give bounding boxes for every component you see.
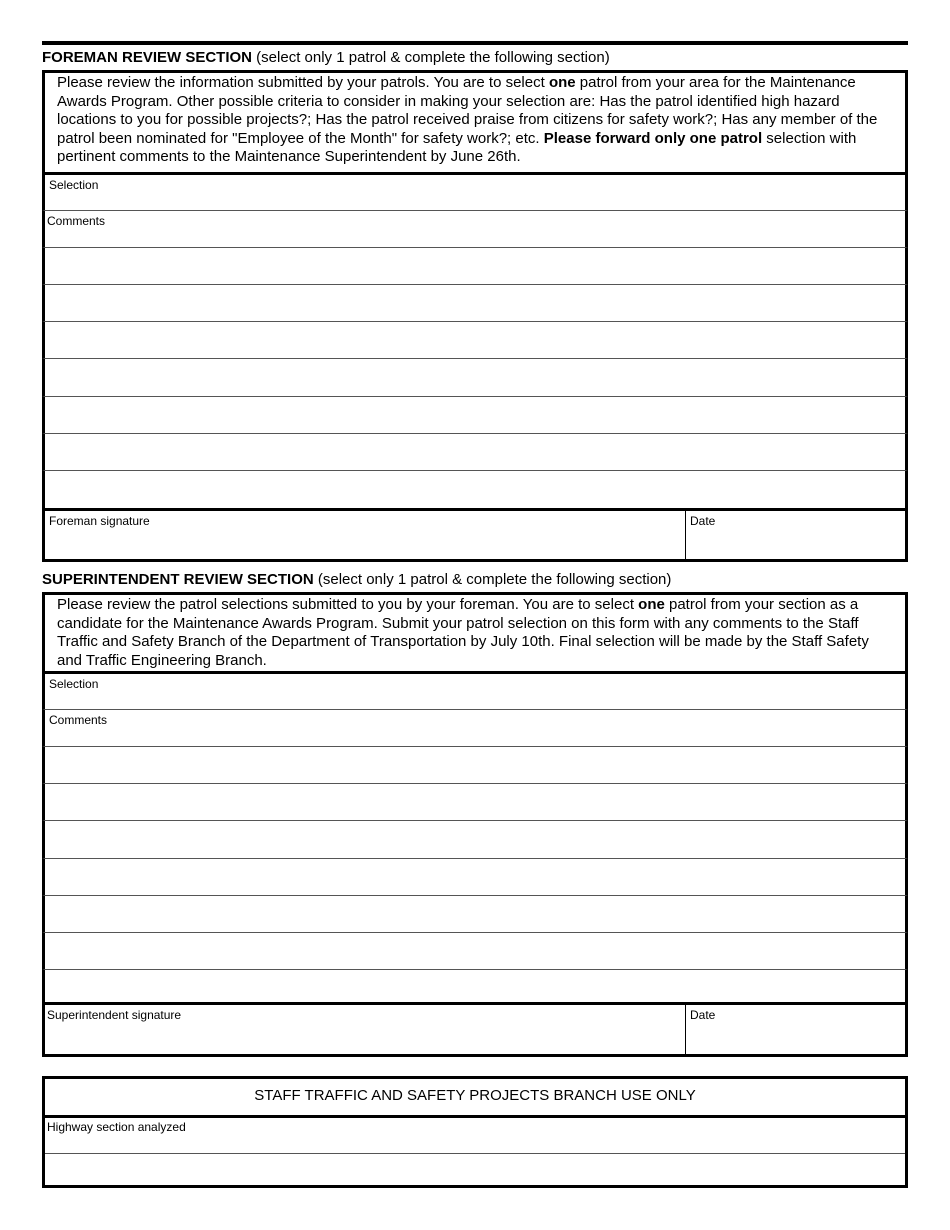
superintendent-heading-bold: SUPERINTENDENT REVIEW SECTION [42,571,314,588]
foreman-comments-field[interactable] [42,211,908,248]
superintendent-intro-text-1: Please review the patrol selections submitted to you by your foreman. You are to select [57,596,639,613]
superintendent-intro-text-2: patrol from your section as a candidate for the Maintenance Awards Program. Submit your patrol selection on this form with any comments to the Staff Traffic and Safety Branch of the Department of Transportation by July 10th. Final selection will be made by the Staff Safety and Traffic Engineering Branch. [57,596,869,669]
superintendent-comment-line[interactable] [42,784,908,821]
superintendent-comments-field[interactable] [42,710,908,747]
top-rule [42,41,908,45]
foreman-selection-label: Selection [49,178,99,192]
superintendent-comments-label: Comments [49,713,108,727]
superintendent-comment-line[interactable] [42,933,908,970]
foreman-signature-row [42,511,908,562]
foreman-comment-line[interactable] [42,322,908,359]
foreman-comment-line[interactable] [42,359,908,397]
foreman-date-label: Date [690,514,716,528]
foreman-comment-line[interactable] [42,397,908,434]
foreman-intro-text-3: selection with pertinent comments to the Maintenance Superintendent by June 26th. [57,129,857,166]
foreman-comment-line[interactable] [42,285,908,322]
foreman-comment-line[interactable] [42,434,908,471]
foreman-intro-bold-2: Please forward only one patrol [543,129,763,147]
superintendent-signature-row [42,1005,908,1057]
superintendent-signature-field[interactable] [45,1005,685,1054]
foreman-intro-text-1: Please review the information submitted by your patrols. You are to select [57,74,549,91]
superintendent-comment-line[interactable] [42,821,908,859]
superintendent-date-field[interactable] [686,1005,905,1054]
foreman-heading-rest: (select only 1 patrol & complete the following section) [252,49,610,66]
superintendent-selection-label: Selection [49,677,99,691]
foreman-comment-line[interactable] [42,248,908,285]
superintendent-date-label: Date [690,1008,716,1022]
foreman-section-heading [42,49,610,67]
superintendent-comment-line[interactable] [42,747,908,784]
highway-section-label: Highway section analyzed [47,1120,186,1134]
foreman-selection-field[interactable] [42,175,908,211]
superintendent-section-heading [42,571,671,589]
foreman-instructions [42,70,908,175]
foreman-signature-label: Foreman signature [49,514,150,528]
superintendent-instructions [42,592,908,674]
foreman-heading-bold: FOREMAN REVIEW SECTION [42,49,253,66]
superintendent-comment-line[interactable] [42,896,908,933]
superintendent-heading-rest: (select only 1 patrol & complete the following section) [313,571,672,588]
foreman-date-field[interactable] [686,511,905,559]
foreman-intro-bold-1: one [548,74,576,91]
superintendent-signature-label: Superintendent signature [47,1008,182,1022]
highway-section-line[interactable] [45,1154,905,1185]
foreman-comments-label: Comments [47,214,106,228]
superintendent-comment-line[interactable] [42,859,908,896]
highway-section-field[interactable] [45,1118,905,1154]
foreman-comment-line[interactable] [42,471,908,511]
staff-use-title: STAFF TRAFFIC AND SAFETY PROJECTS BRANCH USE ONLY [254,1087,696,1104]
foreman-signature-field[interactable] [45,511,685,559]
superintendent-selection-field[interactable] [42,674,908,710]
foreman-intro-text-2: patrol from your area for the Maintenance Awards Program. Other possible criteria to consider in making your selection are: Has the patrol identified high hazard locations to you for possible projects?; Has the patrol received praise from citizens for safety work?; Has any member of the patrol been nominated for "Employee of the Month" for safety work?; etc. [57,74,878,147]
superintendent-intro-bold-1: one [638,596,665,613]
staff-use-box [42,1076,908,1188]
superintendent-comment-line[interactable] [42,970,908,1005]
